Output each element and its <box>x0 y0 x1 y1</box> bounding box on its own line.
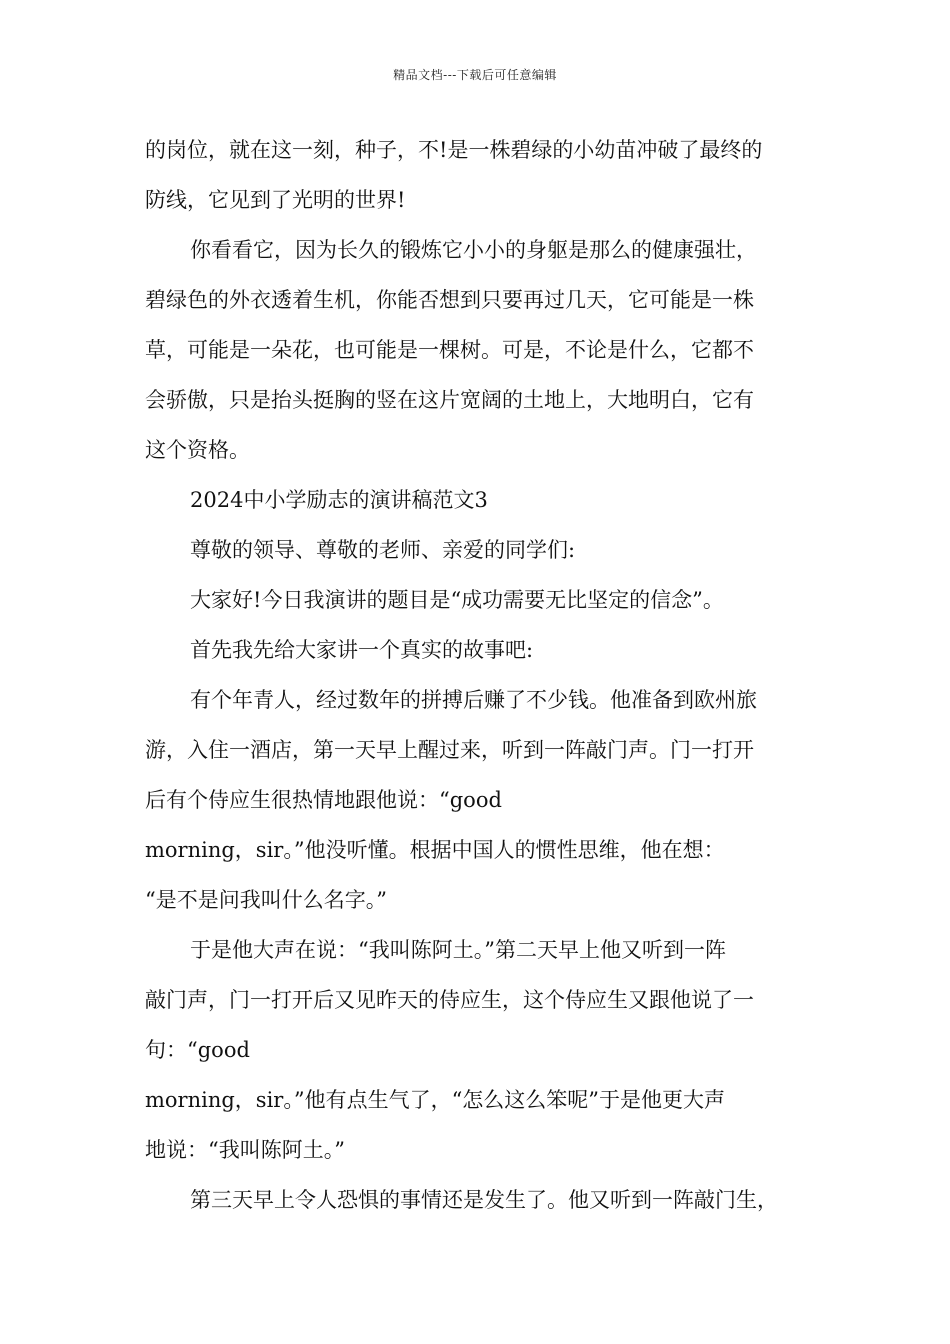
body-line-3: 你看看它，因为长久的锻炼它小小的身躯是那么的健康强壮， <box>190 238 757 262</box>
body-line-22: 第三天早上令人恐惧的事情还是发生了。他又听到一阵敲门生， <box>190 1188 778 1212</box>
salutation: 尊敬的领导、尊敬的老师、亲爱的同学们: <box>190 538 576 562</box>
section-heading: 2024中小学励志的演讲稿范文3 <box>190 488 488 512</box>
body-line-17: 于是他大声在说：“我叫陈阿土。”第二天早上他又听到一阵 <box>190 938 726 962</box>
body-line-4: 碧绿色的外衣透着生机，你能否想到只要再过几天，它可能是一株 <box>145 288 754 312</box>
body-line-20: morning，sir。”他有点生气了，“怎么这么笨呢”于是他更大声 <box>145 1088 726 1112</box>
body-line-13: 游，入住一酒店，第一天早上醒过来，听到一阵敲门声。门一打开 <box>145 738 754 762</box>
body-line-1: 的岗位，就在这一刻，种子，不!是一株碧绿的小幼苗冲破了最终的 <box>145 138 763 162</box>
body-line-14: 后有个侍应生很热情地跟他说：“good <box>145 788 502 812</box>
body-line-10: 大家好!今日我演讲的题目是“成功需要无比坚定的信念”。 <box>190 588 724 612</box>
body-line-2: 防线，它见到了光明的世界! <box>145 188 406 212</box>
body-line-21: 地说：“我叫陈阿土。” <box>145 1138 345 1162</box>
body-line-6: 会骄傲，只是抬头挺胸的竖在这片宽阔的土地上，大地明白，它有 <box>145 388 754 412</box>
body-line-18: 敲门声，门一打开后又见昨天的侍应生，这个侍应生又跟他说了一 <box>145 988 754 1012</box>
body-line-11: 首先我先给大家讲一个真实的故事吧: <box>190 638 534 662</box>
page-header: 精品文档---下载后可任意编辑 <box>393 68 557 82</box>
body-line-19: 句：“good <box>145 1038 250 1062</box>
body-line-16: “是不是问我叫什么名字。” <box>145 888 387 912</box>
body-line-7: 这个资格。 <box>145 438 250 462</box>
body-line-5: 草，可能是一朵花，也可能是一棵树。可是，不论是什么，它都不 <box>145 338 754 362</box>
body-line-12: 有个年青人，经过数年的拼搏后赚了不少钱。他准备到欧州旅 <box>190 688 757 712</box>
body-line-15: morning，sir。”他没听懂。根据中国人的惯性思维，他在想： <box>145 838 725 862</box>
